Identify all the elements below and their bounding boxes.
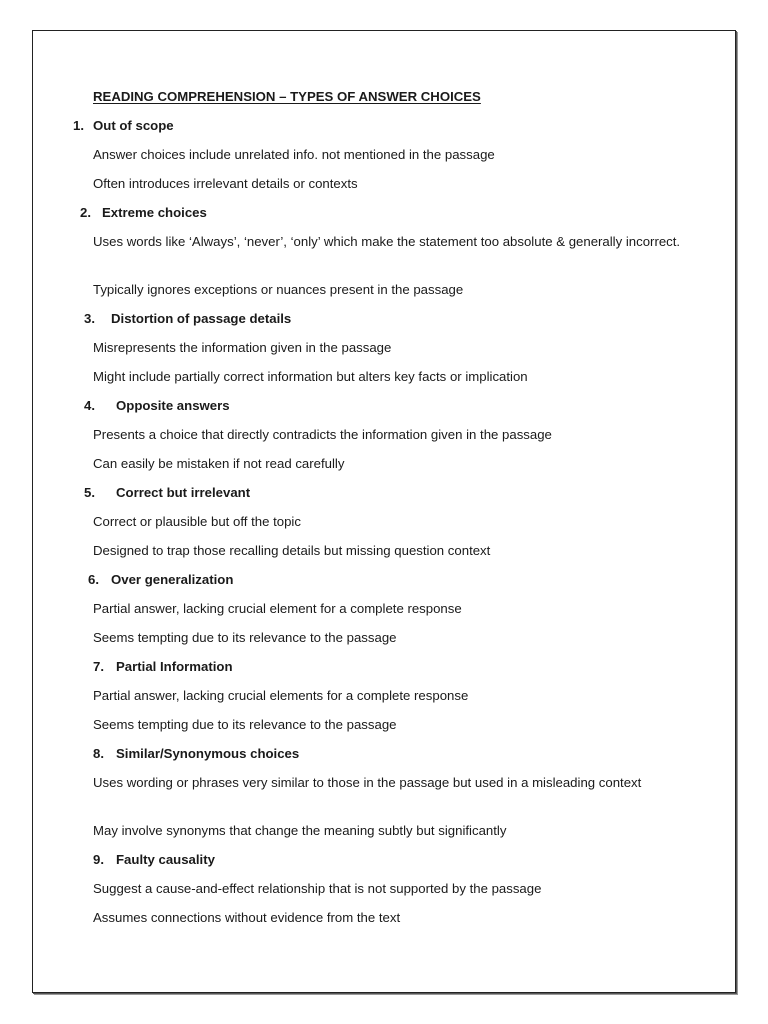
section-heading-8 [93, 744, 299, 763]
section-heading-3 [84, 309, 291, 328]
section-title: Partial Information [116, 659, 233, 674]
section-point: Partial answer, lacking crucial element for a complete response [93, 601, 462, 616]
section-point: Partial answer, lacking crucial elements for a complete response [93, 688, 469, 703]
section-number: 9. [93, 852, 104, 867]
section-heading-5 [84, 483, 250, 502]
section-point: Correct or plausible but off the topic [93, 514, 301, 529]
section-number: 1. [73, 118, 84, 133]
section-title: Faulty causality [116, 852, 215, 867]
section-point: Answer choices include unrelated info. not mentioned in the passage [93, 147, 495, 162]
section-heading-9 [93, 850, 215, 869]
section-point: Can easily be mistaken if not read carefully [93, 456, 345, 471]
section-number: 6. [88, 572, 99, 587]
section-number: 2. [80, 205, 91, 220]
section-heading-2 [80, 203, 207, 222]
section-title: Opposite answers [116, 398, 230, 413]
document-title: READING COMPREHENSION – TYPES OF ANSWER CHOICES [93, 89, 481, 104]
section-title: Extreme choices [102, 205, 207, 220]
section-point: Typically ignores exceptions or nuances present in the passage [93, 282, 464, 297]
section-point: Often introduces irrelevant details or contexts [93, 176, 358, 191]
section-title: Out of scope [93, 118, 174, 133]
section-title: Similar/Synonymous choices [116, 746, 300, 761]
section-heading-6 [88, 570, 233, 589]
section-title: Correct but irrelevant [116, 485, 251, 500]
section-number: 8. [93, 746, 104, 761]
section-point: Designed to trap those recalling details but missing question context [93, 543, 491, 558]
section-point: Seems tempting due to its relevance to the passage [93, 630, 397, 645]
section-point: Assumes connections without evidence from the text [93, 910, 401, 925]
section-point: Uses words like ‘Always’, ‘never’, ‘only’ which make the statement too absolute & generally incorrect. [93, 234, 681, 249]
section-title: Over generalization [111, 572, 234, 587]
section-number: 3. [84, 311, 95, 326]
section-heading-4 [84, 396, 230, 415]
section-point: May involve synonyms that change the meaning subtly but significantly [93, 823, 507, 838]
section-heading-1 [73, 116, 174, 135]
section-number: 7. [93, 659, 104, 674]
section-point: Seems tempting due to its relevance to the passage [93, 717, 397, 732]
section-point: Uses wording or phrases very similar to those in the passage but used in a misleading context [93, 775, 642, 790]
section-number: 5. [84, 485, 95, 500]
section-point: Suggest a cause-and-effect relationship that is not supported by the passage [93, 881, 542, 896]
section-title: Distortion of passage details [111, 311, 292, 326]
section-point: Misrepresents the information given in the passage [93, 340, 392, 355]
section-heading-7 [93, 657, 233, 676]
section-point: Presents a choice that directly contradicts the information given in the passage [93, 427, 552, 442]
section-number: 4. [84, 398, 95, 413]
section-point: Might include partially correct information but alters key facts or implication [93, 369, 528, 384]
